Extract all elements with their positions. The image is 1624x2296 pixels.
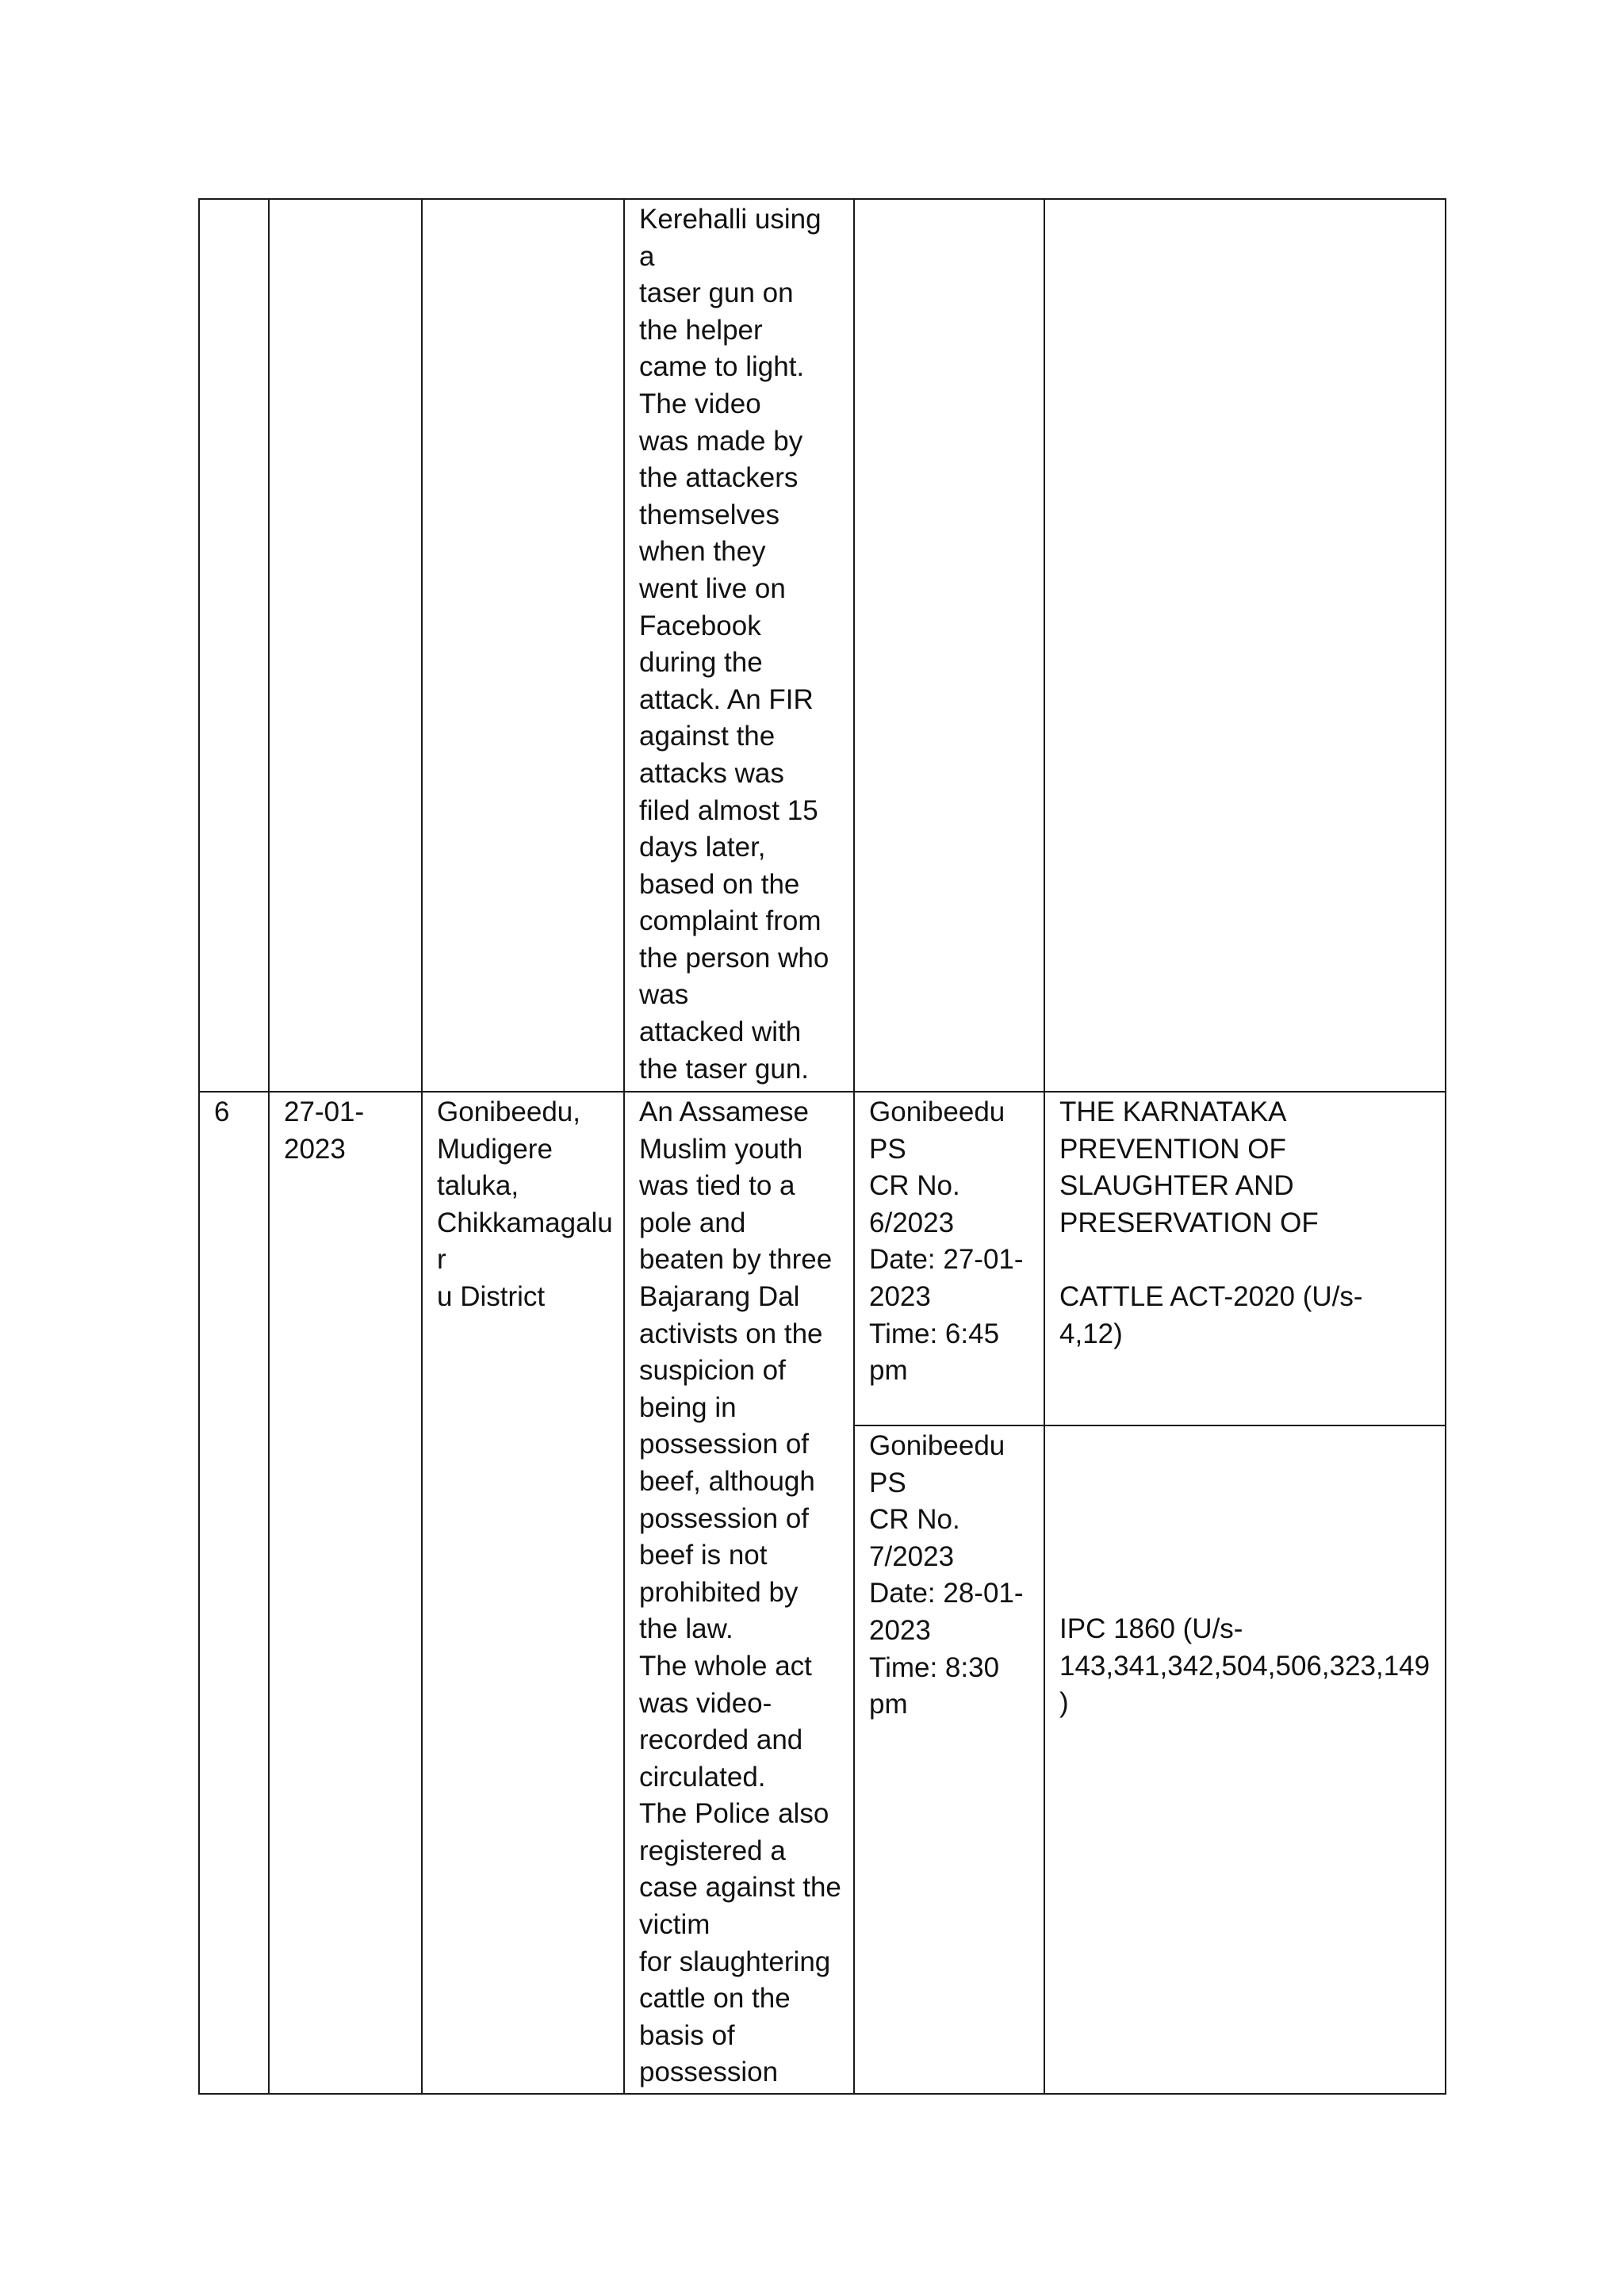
- text-line: pm: [869, 1689, 908, 1720]
- text-line: The Police also: [639, 1798, 829, 1830]
- text-line: The video: [639, 388, 761, 419]
- text-line: Time: 8:30: [869, 1651, 1000, 1683]
- text-line: possession of: [639, 1502, 810, 1534]
- cell-date: [269, 1092, 422, 2094]
- text-line: u District: [437, 1280, 546, 1312]
- text-line: Mudigere: [437, 1133, 553, 1165]
- fir-details-2: [869, 1428, 1029, 1724]
- incident-description: [639, 1094, 839, 2091]
- table-row-continuation: [199, 199, 1446, 1092]
- text-line: CATTLE ACT-2020 (U/s-: [1059, 1280, 1363, 1312]
- text-line: when they: [639, 536, 766, 568]
- text-line: Date: 27-01-: [869, 1244, 1024, 1276]
- text-line: Time: 6:45: [869, 1318, 1000, 1349]
- text-line: [1059, 1242, 1431, 1279]
- text-line: was: [639, 979, 689, 1011]
- text-line: IPC 1860 (U/s-: [1059, 1613, 1243, 1644]
- text-line: Bajarang Dal: [639, 1280, 800, 1312]
- incident-place: [437, 1094, 613, 1316]
- text-line: being in: [639, 1391, 737, 1423]
- cell-sections-empty: [1044, 199, 1446, 1092]
- text-line: ): [1059, 1687, 1069, 1719]
- text-line: taser gun on: [639, 277, 794, 309]
- text-line: PS: [869, 1467, 906, 1498]
- text-line: 2023: [284, 1133, 346, 1165]
- text-line: r: [437, 1244, 446, 1276]
- text-line: Chikkamagalu: [437, 1207, 613, 1238]
- legal-sections-1: [1059, 1094, 1431, 1353]
- text-line: 6/2023: [869, 1207, 955, 1238]
- text-line: based on the: [639, 868, 800, 900]
- text-line: CR No.: [869, 1504, 960, 1536]
- text-line: was tied to a: [639, 1170, 795, 1202]
- cell-place-empty: [422, 199, 624, 1092]
- cell-sections-1: [1044, 1092, 1446, 1425]
- cell-serial-empty: [199, 199, 269, 1092]
- text-line: registered a: [639, 1835, 786, 1866]
- text-line: taluka,: [437, 1170, 519, 1202]
- text-line: The whole act: [639, 1650, 812, 1682]
- text-line: suspicion of: [639, 1355, 786, 1387]
- text-line: for slaughtering: [639, 1946, 831, 1977]
- text-line: case against the: [639, 1872, 841, 1904]
- text-line: beef is not: [639, 1540, 768, 1571]
- text-line: Gonibeedu,: [437, 1096, 580, 1127]
- fir-details-1: [869, 1094, 1029, 1390]
- cell-sections-2: [1044, 1425, 1446, 2094]
- text-line: Kerehalli using: [639, 204, 822, 235]
- text-line: CR No.: [869, 1170, 960, 1202]
- cell-date-empty: [269, 199, 422, 1092]
- cell-description: [624, 199, 854, 1092]
- text-line: 27-01-: [284, 1096, 365, 1127]
- text-line: was video-: [639, 1687, 772, 1719]
- text-line: themselves: [639, 499, 780, 530]
- text-line: possession of: [639, 1429, 810, 1460]
- cell-fir-1: [854, 1092, 1044, 1425]
- cell-fir-2: [854, 1425, 1044, 2094]
- text-line: days later,: [639, 832, 766, 863]
- text-line: beaten by three: [639, 1244, 833, 1276]
- text-line: recorded and: [639, 1724, 803, 1756]
- text-line: possession: [639, 2057, 779, 2088]
- cell-place: [422, 1092, 624, 2094]
- text-line: 4,12): [1059, 1318, 1123, 1349]
- text-line: came to light.: [639, 351, 805, 383]
- text-line: circulated.: [639, 1761, 766, 1793]
- text-line: was made by: [639, 425, 803, 457]
- serial-number: 6: [214, 1096, 230, 1127]
- text-line: PRESERVATION OF: [1059, 1207, 1319, 1238]
- text-line: during the: [639, 647, 763, 679]
- text-line: PREVENTION OF: [1059, 1133, 1286, 1165]
- text-line: Facebook: [639, 610, 761, 641]
- text-line: attacks was: [639, 757, 784, 789]
- text-line: the person who: [639, 942, 829, 974]
- text-line: victim: [639, 1909, 710, 1941]
- text-line: basis of: [639, 2019, 735, 2051]
- text-line: a: [639, 240, 655, 272]
- cell-serial: [199, 1092, 269, 2094]
- text-line: 2023: [869, 1614, 931, 1646]
- text-line: beef, although: [639, 1465, 815, 1497]
- text-line: the taser gun.: [639, 1053, 810, 1085]
- cell-description: [624, 1092, 854, 2094]
- text-line: prohibited by: [639, 1576, 799, 1608]
- text-line: Date: 28-01-: [869, 1578, 1024, 1609]
- text-line: cattle on the: [639, 1983, 791, 2015]
- text-line: PS: [869, 1133, 906, 1165]
- text-line: attack. An FIR: [639, 683, 814, 715]
- text-line: the attackers: [639, 462, 799, 494]
- text-line: against the: [639, 721, 776, 752]
- text-line: complaint from: [639, 905, 822, 937]
- text-line: 7/2023: [869, 1540, 955, 1572]
- text-line: attacked with: [639, 1016, 802, 1048]
- text-line: activists on the: [639, 1318, 823, 1349]
- description-text: [639, 201, 839, 1088]
- incident-date: [284, 1094, 407, 1168]
- text-line: filed almost 15: [639, 794, 818, 826]
- text-line: Muslim youth: [639, 1133, 803, 1165]
- cell-fir-empty: [854, 199, 1044, 1092]
- text-line: 143,341,342,504,506,323,149: [1059, 1650, 1431, 1682]
- incidents-table: [198, 198, 1446, 2095]
- text-line: the helper: [639, 314, 763, 346]
- legal-sections-2: [1059, 1611, 1431, 1722]
- text-line: pm: [869, 1355, 908, 1387]
- table-row-6: [199, 1092, 1446, 1425]
- text-line: THE KARNATAKA: [1059, 1096, 1287, 1127]
- text-line: pole and: [639, 1207, 746, 1238]
- text-line: Gonibeedu: [869, 1430, 1005, 1461]
- text-line: 2023: [869, 1280, 931, 1312]
- text-line: went live on: [639, 572, 786, 604]
- text-line: An Assamese: [639, 1096, 809, 1127]
- text-line: Gonibeedu: [869, 1096, 1005, 1127]
- text-line: the law.: [639, 1613, 733, 1645]
- text-line: SLAUGHTER AND: [1059, 1170, 1294, 1202]
